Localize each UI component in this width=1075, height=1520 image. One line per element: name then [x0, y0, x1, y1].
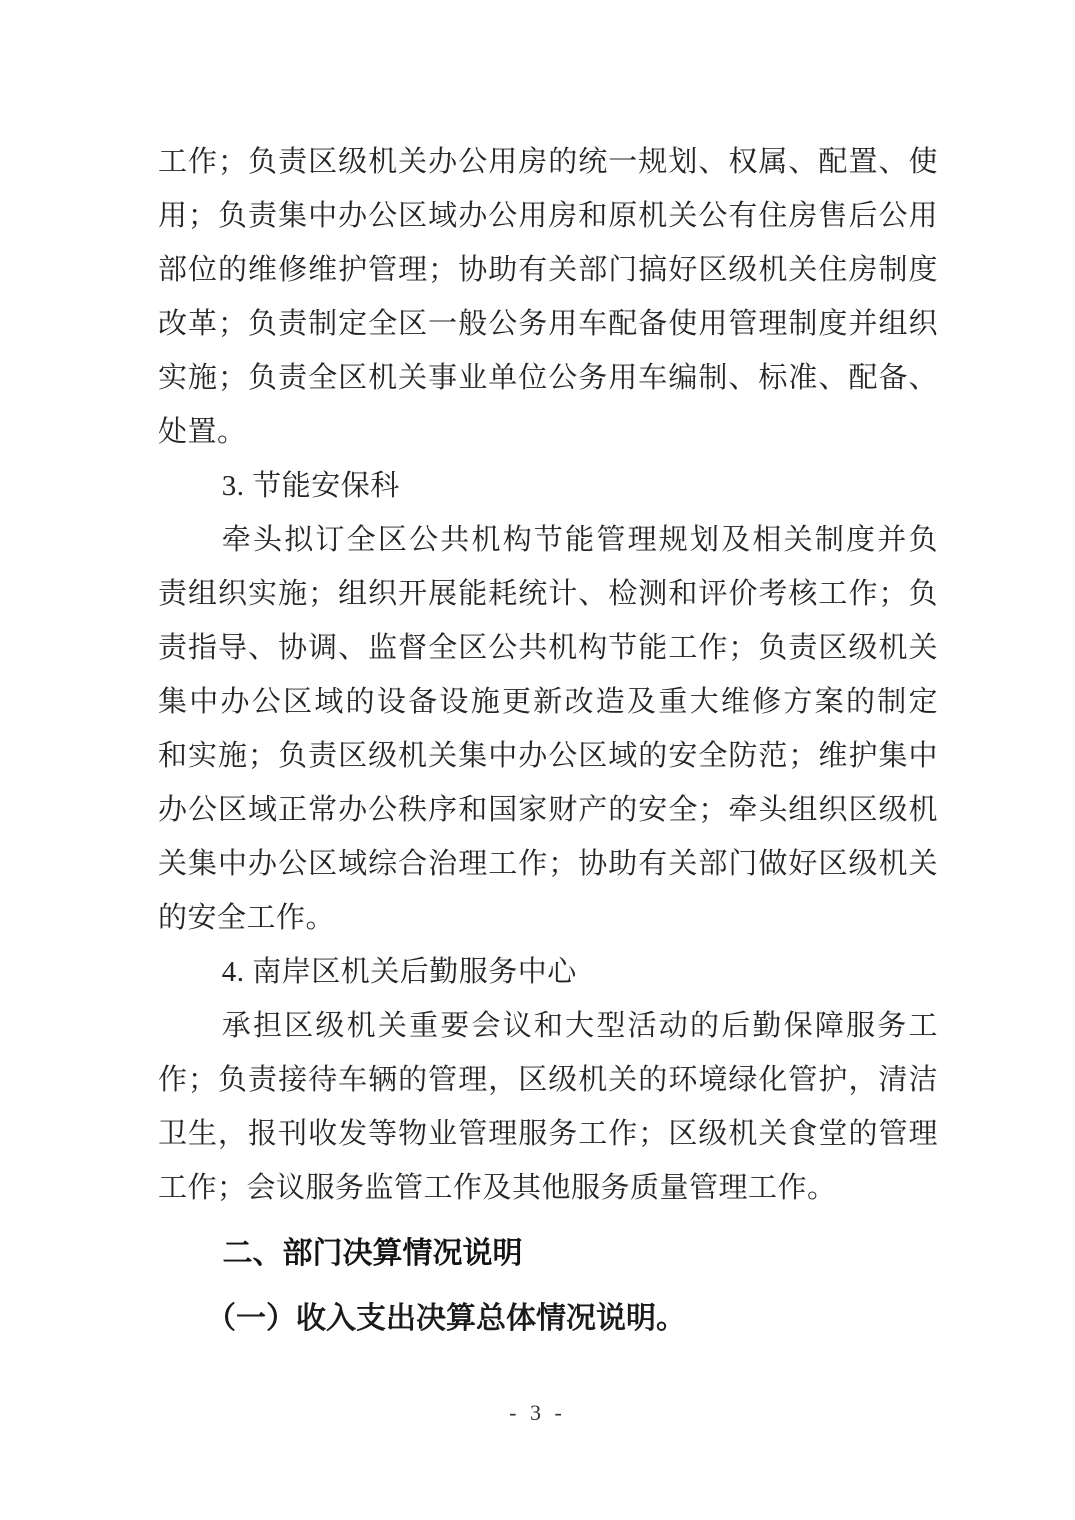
body-line: 工作；负责区级机关办公用房的统一规划、权属、配置、使: [158, 146, 938, 178]
page-body: [158, 135, 938, 1346]
body-line: 关集中办公区域综合治理工作；协助有关部门做好区级机关: [158, 848, 938, 880]
body-line: 办公区域正常办公秩序和国家财产的安全；牵头组织区级机: [158, 794, 938, 826]
body-line: 部位的维修维护管理；协助有关部门搞好区级机关住房制度: [158, 254, 938, 286]
body-line: 实施；负责全区机关事业单位公务用车编制、标准、配备、: [158, 362, 938, 394]
body-line: 作；负责接待车辆的管理，区级机关的环境绿化管护，清洁: [158, 1064, 938, 1096]
body-line: 用；负责集中办公区域办公用房和原机关公有住房售后公用: [158, 200, 938, 232]
body-line: 牵头拟订全区公共机构节能管理规划及相关制度并负: [221, 524, 938, 556]
body-line: 卫生，报刊收发等物业管理服务工作；区级机关食堂的管理: [158, 1118, 938, 1150]
body-line: 和实施；负责区级机关集中办公区域的安全防范；维护集中: [158, 740, 938, 772]
section-heading: 二、部门决算情况说明: [222, 1237, 523, 1270]
body-line: 的安全工作。: [158, 902, 336, 934]
body-line: 集中办公区域的设备设施更新改造及重大维修方案的制定: [158, 686, 938, 718]
page-number: - 3 -: [509, 1400, 566, 1425]
body-line: 责指导、协调、监督全区公共机构节能工作；负责区级机关: [158, 632, 938, 664]
body-line: 改革；负责制定全区一般公务用车配备使用管理制度并组织: [158, 308, 938, 340]
list-item-heading: 3. 节能安保科: [221, 470, 400, 502]
subsection-heading: （一）收入支出决算总体情况说明。: [206, 1302, 686, 1335]
body-line: 工作；会议服务监管工作及其他服务质量管理工作。: [158, 1172, 837, 1204]
body-line: 承担区级机关重要会议和大型活动的后勤保障服务工: [221, 1010, 938, 1042]
body-line: 处置。: [158, 416, 247, 448]
list-item-heading: 4. 南岸区机关后勤服务中心: [221, 956, 577, 988]
body-line: 责组织实施；组织开展能耗统计、检测和评价考核工作；负: [158, 578, 938, 610]
